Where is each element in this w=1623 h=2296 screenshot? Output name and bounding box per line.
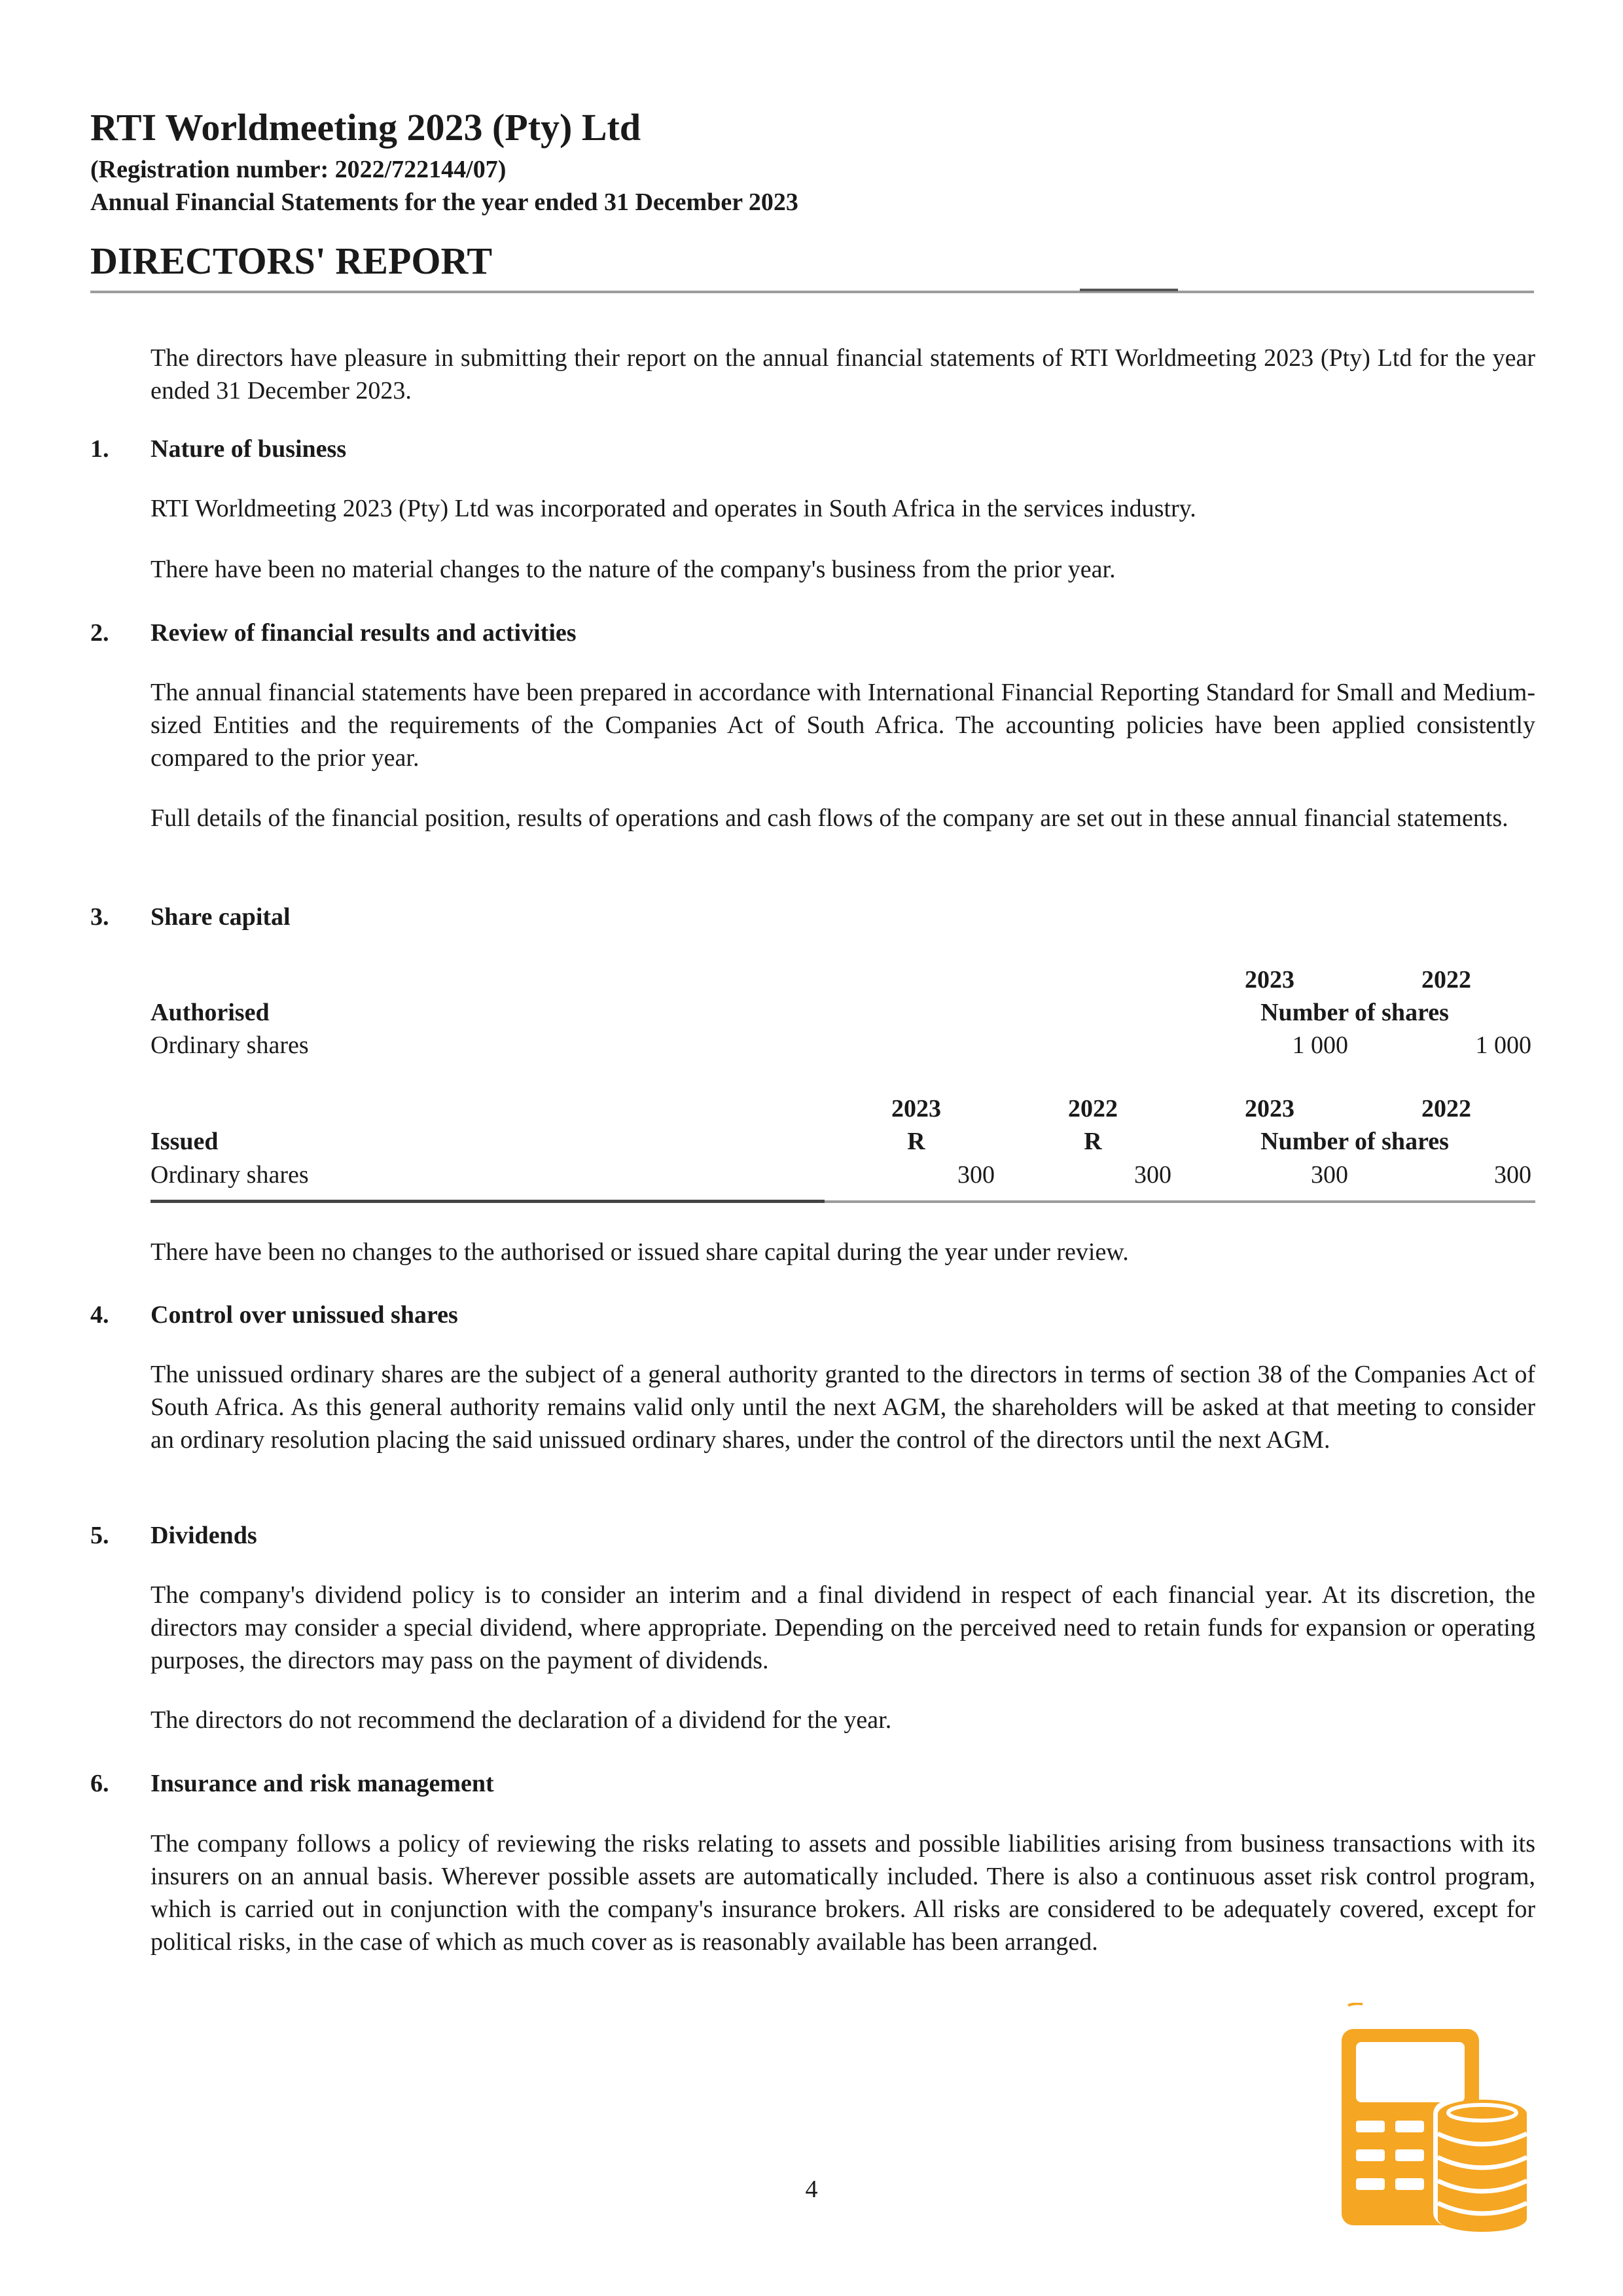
issued-shares-year-2022-header: 2022 [1421,1095,1471,1122]
section-number: 6. [90,1770,109,1797]
authorised-row-label: Ordinary shares [151,1031,309,1059]
authorised-year-2022-header: 2022 [1421,966,1471,994]
issued-rand-2022: 300 [1134,1161,1171,1189]
section-paragraph: There have been no material changes to the nature of the company's business from the prior year. [151,556,1116,583]
authorised-year-2023-header: 2023 [1245,966,1294,994]
issued-shares-year-2023-header: 2023 [1245,1095,1294,1122]
section-number: 3. [90,903,109,931]
section-title-insurance-and-risk: Insurance and risk management [151,1770,494,1797]
intro-paragraph: The directors have pleasure in submitting their report on the annual financial statements of RTI Worldmeeting 2023 (Pty) Ltd for the year ended 31 December 2023. [151,344,1535,404]
header-divider-accent [1080,289,1178,291]
section-paragraph: The annual financial statements have been prepared in accordance with International Financial Reporting Standard for Small and Medium-sized Entities and the requirements of the Companies Act of South Africa. The accounting policies have been applied consistently compared to the prior year. [151,679,1535,772]
issued-shares-2023: 300 [1311,1161,1348,1189]
page-number: 4 [805,2176,818,2203]
section-number: 5. [90,1522,109,1549]
issued-label: Issued [151,1128,219,1155]
report-title: DIRECTORS' REPORT [90,240,493,282]
issued-unit-header: Number of shares [1260,1128,1449,1155]
authorised-shares-2022: 1 000 [1475,1031,1531,1059]
section-paragraph: The unissued ordinary shares are the subject of a general authority granted to the directors in terms of section 38 of the Companies Act of South Africa. As this general authority remains valid only until the next AGM, the shareholders will be asked at that meeting to consider an ordinary resolution placing the said unissued ordinary shares, under the control of the directors until the next AGM. [151,1361,1535,1454]
section-number: 2. [90,619,109,647]
header-divider [90,291,1534,293]
section-paragraph: The company follows a policy of reviewing the risks relating to assets and possible liabilities arising from business transactions with its insurers on an annual basis. Wherever possible assets are automatically included. There is also a continuous asset risk control program, which is carried out in conjunction with the company's insurance brokers. All risks are considered to be adequately covered, except for political risks, in the case of which as much cover as is reasonably available has been arranged. [151,1830,1535,1956]
company-title: RTI Worldmeeting 2023 (Pty) Ltd [90,106,641,149]
issued-shares-2022: 300 [1494,1161,1531,1189]
calculator-coins-icon [1335,2003,1538,2232]
section-paragraph: There have been no changes to the authorised or issued share capital during the year under review. [151,1238,1129,1266]
authorised-label: Authorised [151,999,270,1026]
section-paragraph: RTI Worldmeeting 2023 (Pty) Ltd was incorporated and operates in South Africa in the services industry. [151,495,1196,522]
section-paragraph: Full details of the financial position, results of operations and cash flows of the company are set out in these annual financial statements. [151,804,1508,832]
issued-rand-year-2023-header: 2023 [891,1095,941,1122]
issued-currency-2023: R [907,1128,925,1155]
section-title-dividends: Dividends [151,1522,257,1549]
table-bottom-rule-accent [151,1200,825,1203]
section-number: 4. [90,1301,109,1329]
issued-rand-year-2022-header: 2022 [1068,1095,1118,1122]
registration-number: (Registration number: 2022/722144/07) [90,156,507,183]
authorised-unit-header: Number of shares [1260,999,1449,1026]
section-paragraph: The directors do not recommend the declaration of a dividend for the year. [151,1706,892,1734]
issued-rand-2023: 300 [957,1161,995,1189]
section-title-nature-of-business: Nature of business [151,435,347,463]
section-number: 1. [90,435,109,463]
issued-currency-2022: R [1084,1128,1102,1155]
section-title-control-over-unissued-shares: Control over unissued shares [151,1301,458,1329]
section-title-review-of-results: Review of financial results and activities [151,619,577,647]
issued-row-label: Ordinary shares [151,1161,309,1189]
section-title-share-capital: Share capital [151,903,291,931]
section-paragraph: The company's dividend policy is to consider an interim and a final dividend in respect of each financial year. At its discretion, the directors may consider a special dividend, where appropriate. Depending on the perceived need to retain funds for expansion or operating purposes, the directors may pass on the payment of dividends. [151,1581,1535,1674]
statements-period: Annual Financial Statements for the year ended 31 December 2023 [90,188,798,216]
authorised-shares-2023: 1 000 [1292,1031,1348,1059]
